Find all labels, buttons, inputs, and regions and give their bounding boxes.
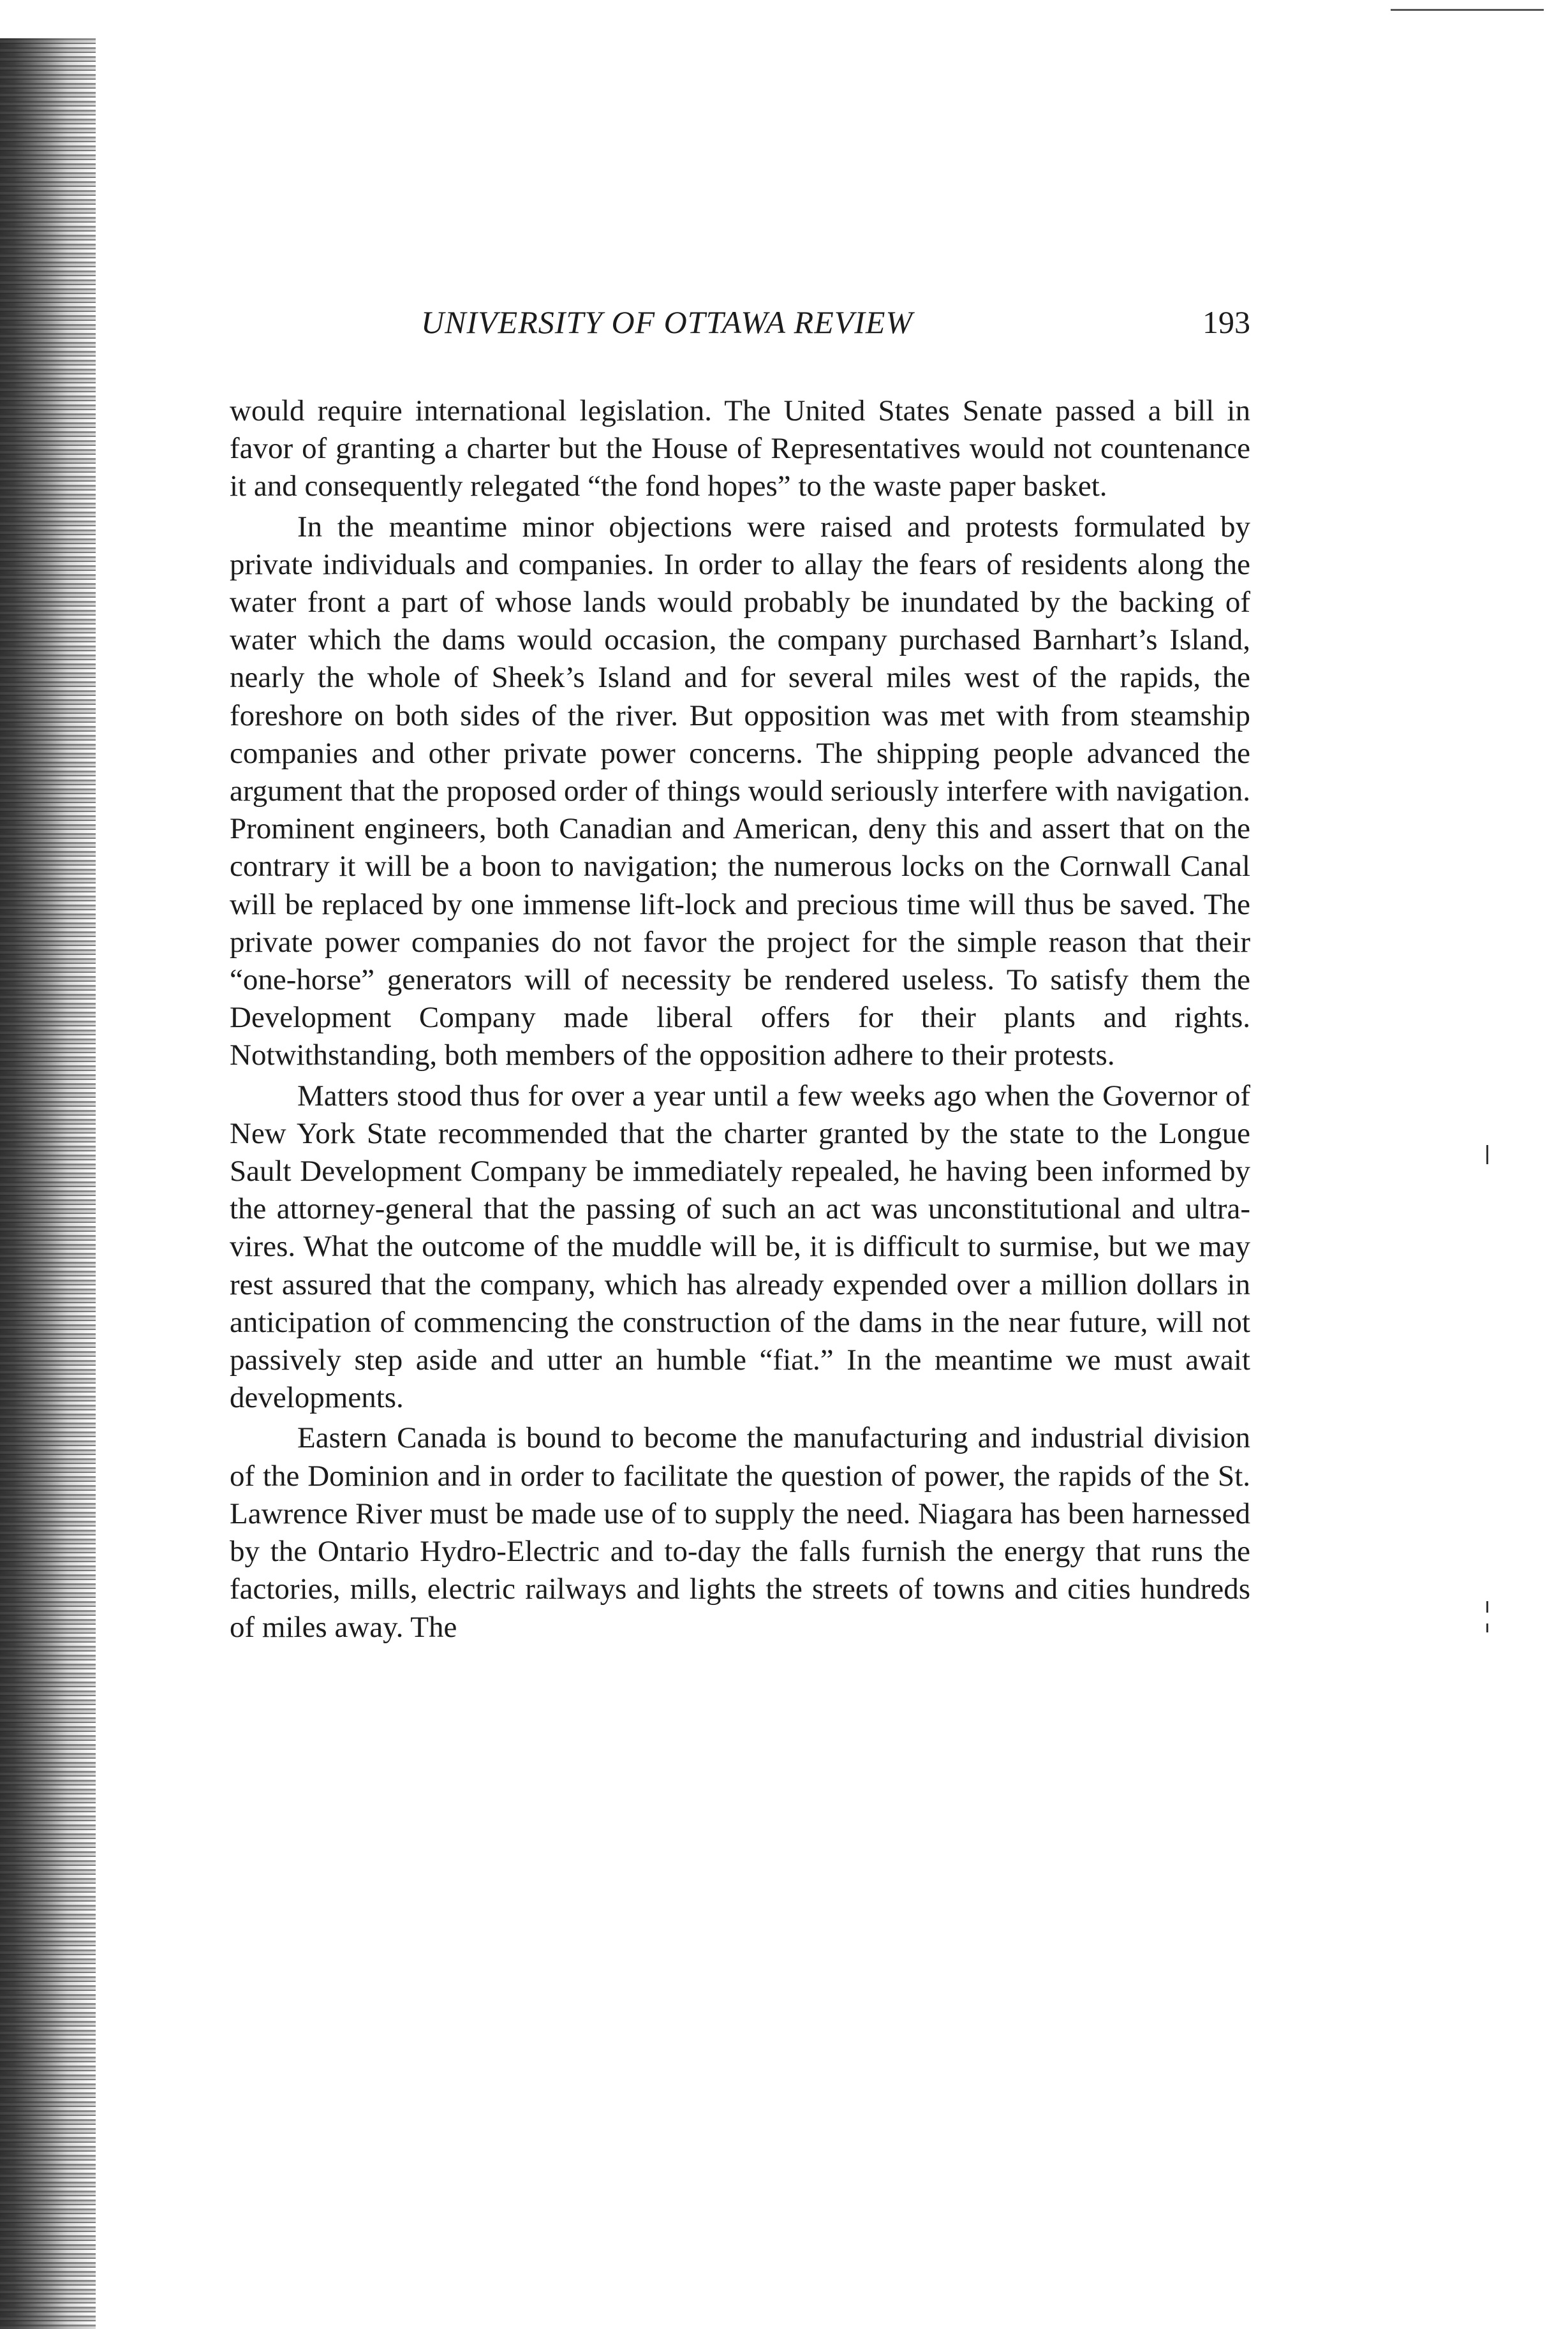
- running-header: [230, 300, 1250, 344]
- paragraph: In the meantime minor objections were raised and protests formulated by private individuals and companies. In order to allay the fears of residents along the water front a part of whose lands would probably be inundated by the backing of water which the dams would occasion, the company purchased Barnhart’s Island, nearly the whole of Sheek’s Island and for several miles west of the rapids, the foreshore on both sides of the river. But opposition was met with from steamship companies and other private power concerns. The shipping people advanced the argument that the proposed order of things would seriously interfere with navigation. Prominent engineers, both Canadian and American, deny this and assert that on the contrary it will be a boon to navigation; the numerous locks on the Cornwall Canal will be replaced by one immense lift-lock and precious time will thus be saved. The private power companies do not favor the project for the simple reason that their “one-horse” generators will of necessity be rendered useless. To satisfy them the Development Company made liberal offers for their plants and rights. Notwithstanding, both members of the opposition adhere to their protests.: [230, 510, 1250, 1072]
- page-number: 193: [1202, 304, 1250, 340]
- page-binding-edge: [0, 38, 96, 2329]
- paragraph: Matters stood thus for over a year until a few weeks ago when the Governor of New York State recommended that the charter granted by the state to the Longue Sault Development Company be immediately repealed, he having been informed by the attorney-general that the passing of such an act was unconstitutional and ultra-vires. What the outcome of the muddle will be, it is difficult to surmise, but we may rest assured that the company, which has already expended over a million dollars in anticipation of commencing the construction of the dams in the near future, will not passively step aside and utter an humble “fiat.” In the meantime we must await developments.: [230, 1079, 1250, 1415]
- margin-mark: [1486, 1623, 1488, 1632]
- paragraph: Eastern Canada is bound to become the manufacturing and industrial division of the Dominion and in order to facilitate the question of power, the rapids of the St. Lawrence River must be made use of to supply the need. Niagara has been harnessed by the Ontario Hydro-Electric and to-day the falls furnish the energy that runs the factories, mills, electric railways and lights the streets of towns and cities hundreds of miles away. The: [230, 1421, 1250, 1644]
- top-rule: [1391, 9, 1544, 11]
- margin-mark: [1486, 1145, 1488, 1164]
- journal-title: UNIVERSITY OF OTTAWA REVIEW: [421, 304, 913, 340]
- margin-mark: [1486, 1601, 1488, 1613]
- article-body: [230, 392, 1250, 1649]
- paragraph: would require international legislation. The United States Senate passed a bill in favor of granting a charter but the House of Representatives would not countenance it and consequently relegated “the fond hopes” to the waste paper basket.: [230, 394, 1250, 503]
